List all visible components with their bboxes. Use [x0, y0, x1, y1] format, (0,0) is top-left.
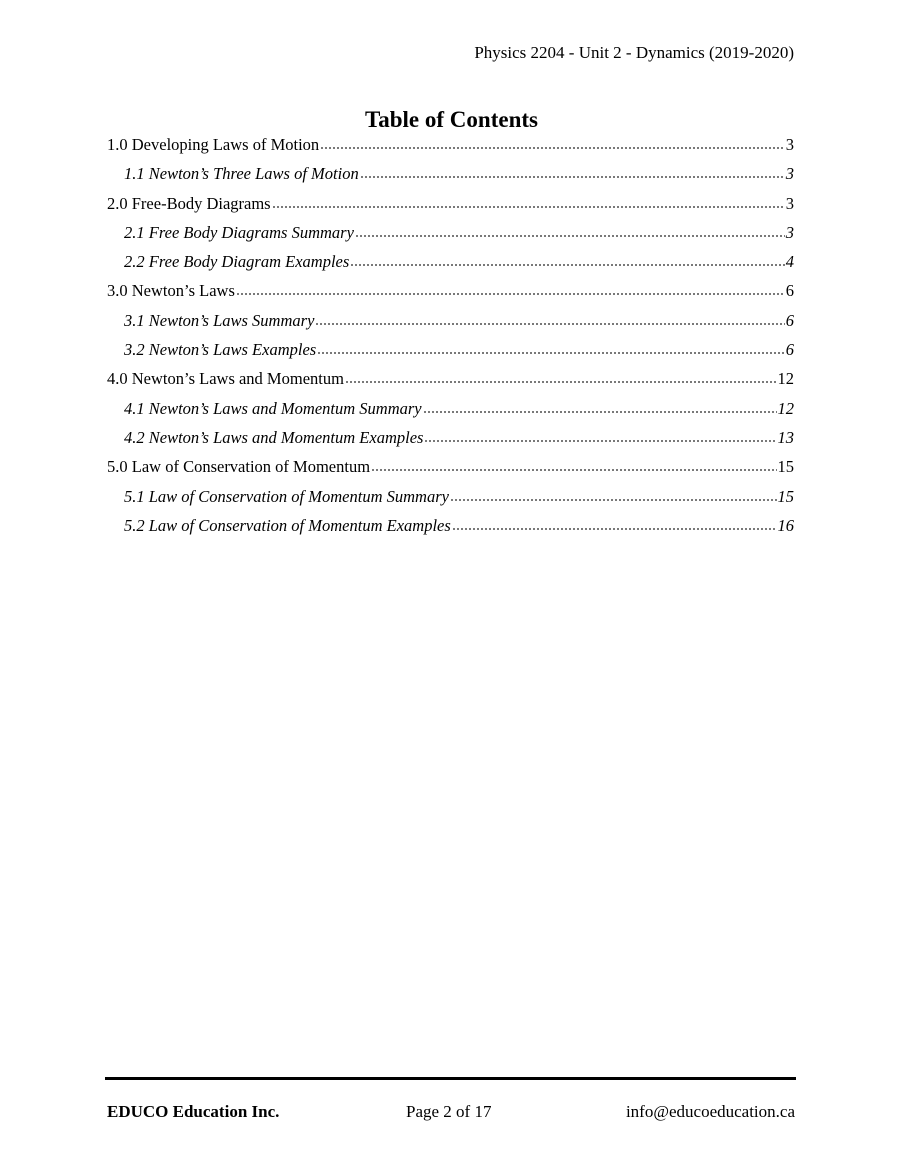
toc-entry-text: 5.1 Law of Conservation of Momentum Summary	[124, 486, 449, 506]
toc-entry[interactable]	[107, 515, 794, 544]
dot-leader	[452, 528, 777, 530]
dot-leader	[424, 440, 776, 442]
toc-entry[interactable]	[107, 486, 794, 515]
toc-entry-page-number: 13	[777, 427, 794, 447]
footer-company-name: EDUCO Education Inc.	[107, 1102, 280, 1121]
toc-list	[107, 134, 794, 544]
footer-page-indicator: Page 2 of 17	[406, 1102, 492, 1121]
toc-entry-text: 5.0 Law of Conservation of Momentum	[107, 457, 371, 477]
toc-entry[interactable]	[107, 280, 794, 309]
toc-entry-page-number: 15	[777, 486, 794, 506]
toc-entry-text: 3.0 Newton’s Laws	[107, 281, 235, 301]
dot-leader	[236, 293, 785, 295]
toc-entry-page-number: 6	[785, 281, 794, 301]
toc-entry-page-number: 6	[785, 340, 794, 360]
toc-entry-text: 3.1 Newton’s Laws Summary	[124, 310, 315, 330]
toc-entry-text: 1.0 Developing Laws of Motion	[107, 135, 320, 154]
toc-entry[interactable]	[107, 163, 794, 192]
toc-entry-text: 2.2 Free Body Diagram Examples	[124, 252, 350, 272]
toc-entry-page-number: 3	[785, 164, 794, 184]
footer-divider	[105, 1077, 796, 1080]
toc-entry[interactable]	[107, 134, 794, 163]
dot-leader	[315, 323, 784, 325]
toc-entry[interactable]	[107, 193, 794, 222]
toc-entry-text: 3.2 Newton’s Laws Examples	[124, 340, 317, 360]
toc-entry[interactable]	[107, 456, 794, 485]
dot-leader	[320, 147, 785, 149]
toc-entry[interactable]	[107, 339, 794, 368]
toc-entry[interactable]	[107, 222, 794, 251]
toc-entry[interactable]	[107, 251, 794, 280]
toc-entry[interactable]	[107, 310, 794, 339]
toc-heading: Table of Contents	[365, 107, 538, 132]
toc-entry[interactable]	[107, 368, 794, 397]
toc-entry-page-number: 3	[785, 193, 794, 213]
toc-entry-text: 4.1 Newton’s Laws and Momentum Summary	[124, 398, 422, 418]
toc-entry-text: 5.2 Law of Conservation of Momentum Examples	[124, 515, 451, 535]
toc-entry-text: 2.1 Free Body Diagrams Summary	[124, 222, 354, 242]
dot-leader	[371, 469, 776, 471]
dot-leader	[423, 411, 777, 413]
dot-leader	[350, 264, 784, 266]
toc-entry-page-number: 12	[777, 369, 794, 389]
dot-leader	[317, 352, 785, 354]
page-footer	[107, 1101, 795, 1123]
toc-entry-text: 4.0 Newton’s Laws and Momentum	[107, 369, 344, 389]
running-header: Physics 2204 - Unit 2 - Dynamics (2019-2020)	[474, 43, 794, 62]
dot-leader	[345, 381, 777, 383]
toc-entry-page-number: 3	[785, 222, 794, 242]
footer-email-link[interactable]: info@educoeducation.ca	[625, 1102, 795, 1121]
dot-leader	[272, 206, 785, 208]
dot-leader	[360, 176, 785, 178]
toc-entry-page-number: 15	[777, 457, 794, 477]
toc-entry-page-number: 4	[785, 252, 794, 272]
dot-leader	[355, 235, 785, 237]
toc-entry-page-number: 3	[785, 135, 794, 154]
dot-leader	[450, 499, 777, 501]
toc-entry-page-number: 6	[785, 310, 794, 330]
toc-entry[interactable]	[107, 427, 794, 456]
toc-entry-page-number: 12	[777, 398, 794, 418]
toc-entry[interactable]	[107, 398, 794, 427]
toc-entry-text: 1.1 Newton’s Three Laws of Motion	[124, 164, 359, 184]
toc-entry-text: 4.2 Newton’s Laws and Momentum Examples	[124, 427, 424, 447]
toc-entry-page-number: 16	[777, 515, 794, 535]
toc-entry-text: 2.0 Free-Body Diagrams	[107, 193, 271, 213]
